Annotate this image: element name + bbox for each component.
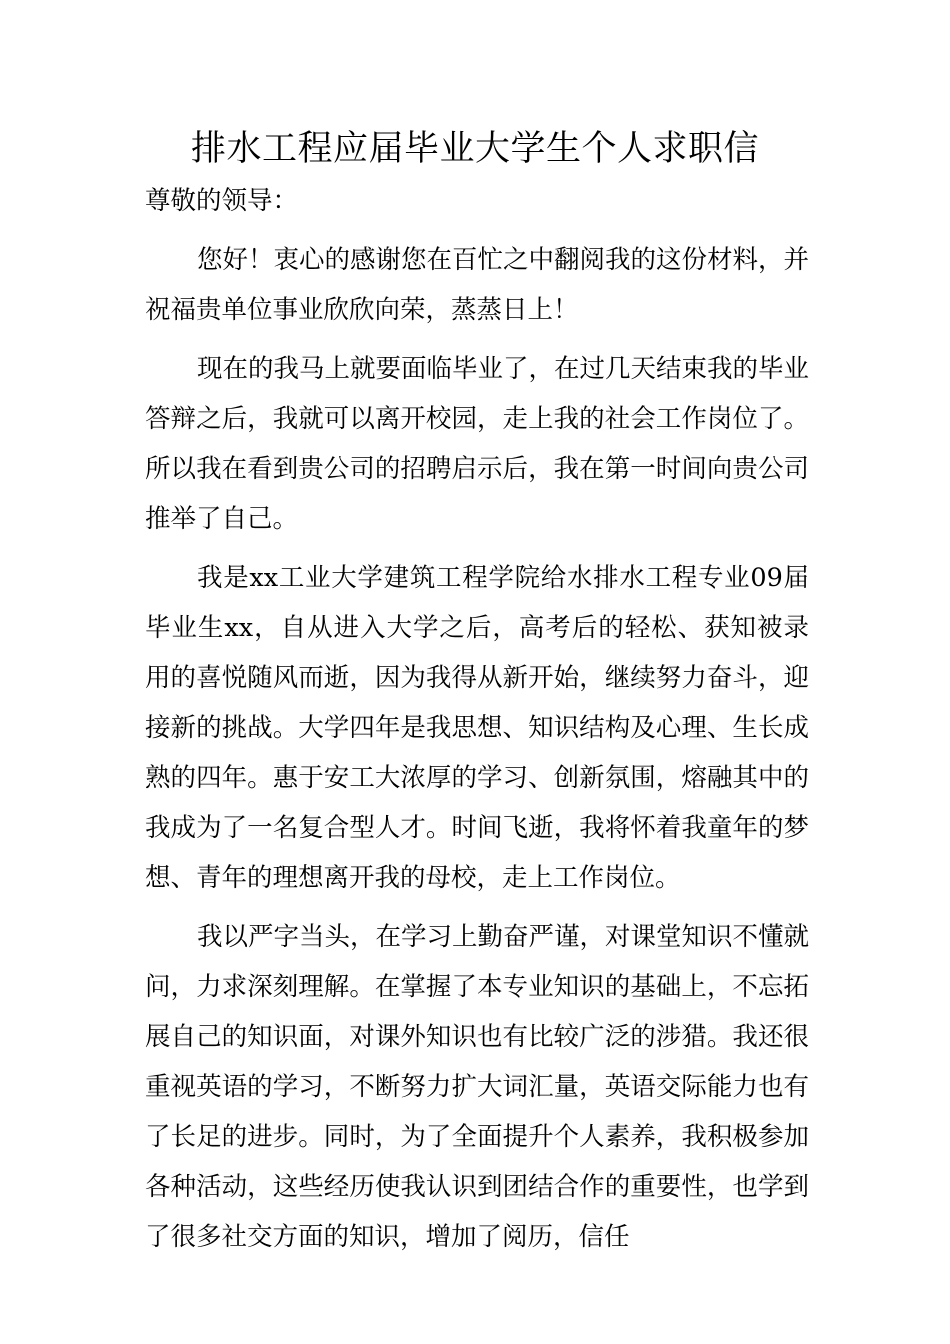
salutation: 尊敬的领导： [145,186,299,216]
paragraph-graduation: 现在的我马上就要面临毕业了，在过几天结束我的毕业答辩之后，我就可以离开校园，走上我的社会工作岗位了。所以我在看到贵公司的招聘启示后，我在第一时间向贵公司推举了自己。 [145,354,810,534]
paragraph-greeting: 您好！衷心的感谢您在百忙之中翻阅我的这份材料，并祝福贵单位事业欣欣向荣，蒸蒸日上！ [145,245,810,325]
document-title: 排水工程应届毕业大学生个人求职信 [190,129,759,169]
letter-body [145,176,809,1262]
paragraph-background: 我是xx工业大学建筑工程学院给水排水工程专业09届毕业生xx，自从进入大学之后，高考后的轻松、获知被录用的喜悦随风而逝，因为我得从新开始，继续努力奋斗，迎接新的挑战。大学四年是我思想、知识结构及心理、生长成熟的四年。惠于安工大浓厚的学习、创新氛围，熔融其中的我成为了一名复合型人才。时间飞逝，我将怀着我童年的梦想、青年的理想离开我的母校，走上工作岗位。 [145,563,809,893]
paragraph-study: 我以严字当头，在学习上勤奋严谨，对课堂知识不懂就问，力求深刻理解。在掌握了本专业知识的基础上，不忘拓展自己的知识面，对课外知识也有比较广泛的涉猎。我还很重视英语的学习，不断努力扩大词汇量，英语交际能力也有了长足的进步。同时，为了全面提升个人素养，我积极参加各种活动，这些经历使我认识到团结合作的重要性，也学到了很多社交方面的知识，增加了阅历，信任 [145,922,810,1252]
